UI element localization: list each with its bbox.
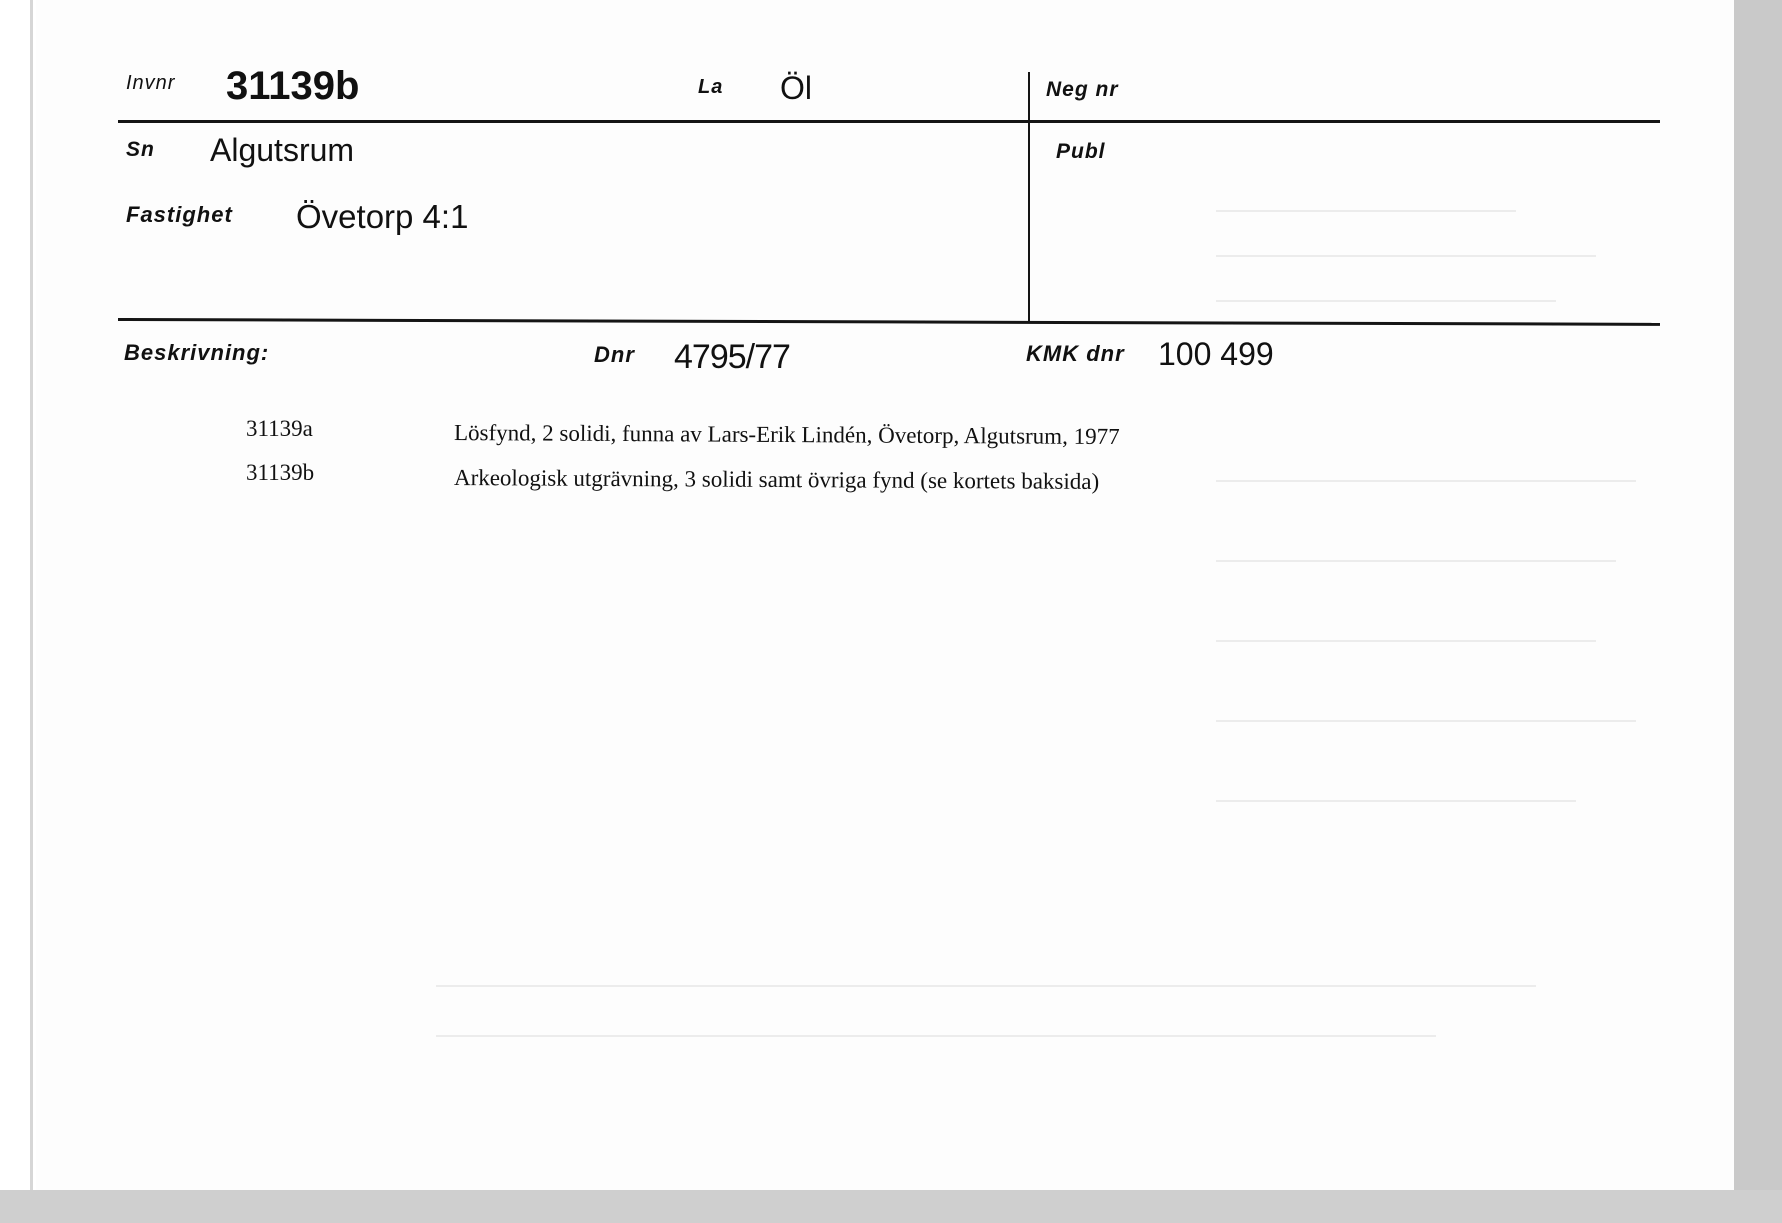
scanner-background-right <box>1734 0 1782 1223</box>
show-through-mark <box>1216 255 1596 257</box>
scanner-background-bottom <box>0 1190 1782 1223</box>
entry-id: 31139a <box>246 416 313 441</box>
catalog-card <box>36 0 1734 1192</box>
show-through-mark <box>436 985 1536 987</box>
beskrivning-label: Beskrivning: <box>124 340 270 365</box>
la-label: La <box>698 76 724 98</box>
sn-label: Sn <box>126 138 155 161</box>
show-through-mark <box>1216 480 1636 482</box>
kmk-dnr-label: KMK dnr <box>1026 341 1125 366</box>
header-divider-top <box>118 120 1660 123</box>
publ-label: Publ <box>1056 140 1106 163</box>
show-through-mark <box>1216 210 1516 212</box>
column-divider <box>1028 72 1030 322</box>
fastighet-label: Fastighet <box>126 202 233 227</box>
show-through-mark <box>1216 640 1596 642</box>
show-through-mark <box>1216 800 1576 802</box>
neg-nr-label: Neg nr <box>1046 78 1119 101</box>
show-through-mark <box>1216 300 1556 302</box>
show-through-mark <box>1216 560 1616 562</box>
invnr-label: Invnr <box>126 72 176 94</box>
entry-description: Lösfynd, 2 solidi, funna av Lars-Erik Lindén, Övetorp, Algutsrum, 1977 <box>453 420 1120 450</box>
dnr-value: 4795/77 <box>674 338 790 376</box>
show-through-mark <box>436 1035 1436 1037</box>
kmk-dnr-value: 100 499 <box>1158 336 1274 372</box>
show-through-mark <box>1216 720 1636 722</box>
fastighet-value: Övetorp 4:1 <box>296 198 469 235</box>
dnr-label: Dnr <box>594 342 635 367</box>
scan-edge <box>30 0 33 1195</box>
entry-description: Arkeologisk utgrävning, 3 solidi samt övriga fynd (se kortets baksida) <box>453 465 1100 494</box>
entry-id: 31139b <box>246 460 315 485</box>
invnr-value: 31139b <box>226 64 360 108</box>
la-value: Öl <box>780 70 812 106</box>
sn-value: Algutsrum <box>210 132 355 168</box>
